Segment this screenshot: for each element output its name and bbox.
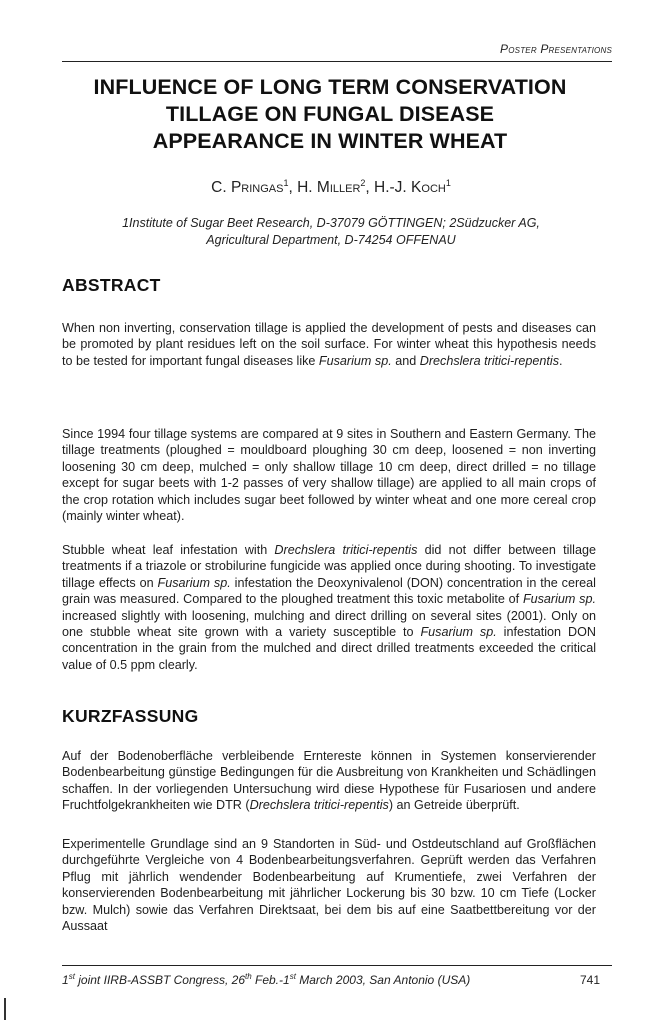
author-initial: , H. [288, 179, 317, 196]
affiliation-line: 1Institute of Sugar Beet Research, D-37079 GÖTTINGEN; 2Südzucker AG, [122, 216, 540, 230]
text-run: did not differ between tillage treatments if a triazole or strobilurine fungicide was applied once during shooting. To investigate tillage effects on [62, 543, 596, 590]
footer-text: joint IIRB-ASSBT Congress, 26 [74, 973, 245, 987]
abstract-paragraph-3 [62, 542, 596, 673]
kurzfassung-heading: KURZFASSUNG [62, 706, 199, 726]
text-run: . [559, 353, 563, 368]
affiliation-marker: 2 [360, 177, 366, 188]
footer-text: Feb.-1 [251, 973, 290, 987]
affiliation-marker: 1 [283, 177, 289, 188]
abstract-paragraph-2: Since 1994 four tillage systems are compared at 9 sites in Southern and Eastern Germany. The tillage treatments (ploughed = mouldboard ploughing 30 cm deep, loosened = non inverting loosening 30 cm deep, mulched = only shallow tillage 10 cm deep, direct drilled = no tillage except for sugar beets with 1-2 passes of very shallow tillage) are applied to all main crops of the crop rotation which includes sugar beet followed by winter wheat and one more cereal crop (mainly winter wheat). [62, 427, 596, 524]
abstract-paragraph-1 [62, 320, 596, 369]
author-name: Pringas [230, 179, 284, 196]
footer-citation [62, 973, 470, 987]
affiliation-marker: 1 [445, 177, 451, 188]
species-name: Fusarium sp. [318, 353, 392, 368]
footer-text: 1 [62, 973, 69, 987]
species-name: Drechslera tritici-repentis [274, 543, 418, 557]
title-line: TILLAGE ON FUNGAL DISEASE [165, 102, 495, 126]
margin-mark [4, 998, 6, 1020]
ordinal-suffix: th [245, 972, 252, 981]
text-run: Auf der Bodenoberfläche verbleibende Erntereste können in Systemen konservierender Bodenbearbeitung günstige Bedingungen für die Ausbreitung von Krankheiten und Schädlingen schaffen. In der vorliegenden Untersuchung wird diese Hypothese für Fusariosen und andere Fruchtfolgekrankheiten wie DTR ( [62, 749, 596, 813]
text-run: Stubble wheat leaf infestation with [62, 543, 275, 557]
ordinal-suffix: st [289, 972, 296, 981]
author-initial: , H.-J. [365, 179, 412, 196]
text-run: and [391, 353, 420, 368]
ordinal-suffix: st [68, 972, 75, 981]
text-run: increased slightly with loosening, mulching and direct drilling on several sites (2001). Only on one stubble wheat site grown with a variety susceptible to [62, 608, 596, 640]
footer-text: March 2003, San Antonio (USA) [295, 973, 471, 987]
affiliation-line: Agricultural Department, D-74254 OFFENAU [206, 233, 456, 247]
author-name: Miller [316, 179, 361, 196]
species-name: Fusarium sp. [522, 592, 596, 607]
footer-rule [62, 965, 612, 966]
species-name: Fusarium sp. [420, 625, 497, 640]
text-run: ) an Getreide überprüft. [388, 798, 520, 813]
title-line: APPEARANCE IN WINTER WHEAT [152, 129, 508, 153]
page-number: 741 [580, 973, 601, 987]
kurzfassung-paragraph-1 [62, 748, 596, 814]
text-run: infestation the Deoxynivalenol (DON) concentration in the cereal grain was measured. Compared to the ploughed treatment this toxic metabolite of [62, 575, 596, 607]
species-name: Drechslera tritici-repentis [419, 353, 560, 368]
header-rule [62, 61, 612, 62]
author-initial: C. [211, 179, 231, 196]
author-list [0, 179, 648, 197]
species-name: Drechslera tritici-repentis [249, 798, 389, 813]
abstract-heading: ABSTRACT [62, 275, 161, 295]
affiliations [0, 215, 648, 249]
species-name: Fusarium sp. [157, 575, 231, 590]
title-line: INFLUENCE OF LONG TERM CONSERVATION [93, 75, 567, 99]
author-name: Koch [411, 179, 446, 196]
paper-title [50, 74, 610, 155]
kurzfassung-paragraph-2: Experimentelle Grundlage sind an 9 Standorten in Süd- und Ostdeutschland auf Großflächen durchgeführte Vergleiche von 4 Bodenbearbeitungsverfahren. Geprüft werden das Verfahren Pflug mit jährlich wendender Bodenbearbeitung auf Krumentiefe, zwei Verfahren der konservierenden Bodenbearbeitung mit jährlicher Lockerung bis 30 bzw. 10 cm Tiefe (Locker bzw. Mulch) sowie das Verfahren Direktsaat, bei dem bis auf eine Saatbettbereitung vor der Aussaat [62, 837, 596, 934]
text-run: When non inverting, conservation tillage is applied the development of pests and diseases can be promoted by plant residues left on the soil surface. For winter wheat this hypothesis needs to be tested for important fungal diseases like [62, 321, 596, 368]
text-run: infestation DON concentration in the grain from the mulched and direct drilled treatments exceeded the critical value of 0.5 ppm clearly. [62, 625, 596, 672]
running-head: Poster Presentations [500, 42, 612, 56]
